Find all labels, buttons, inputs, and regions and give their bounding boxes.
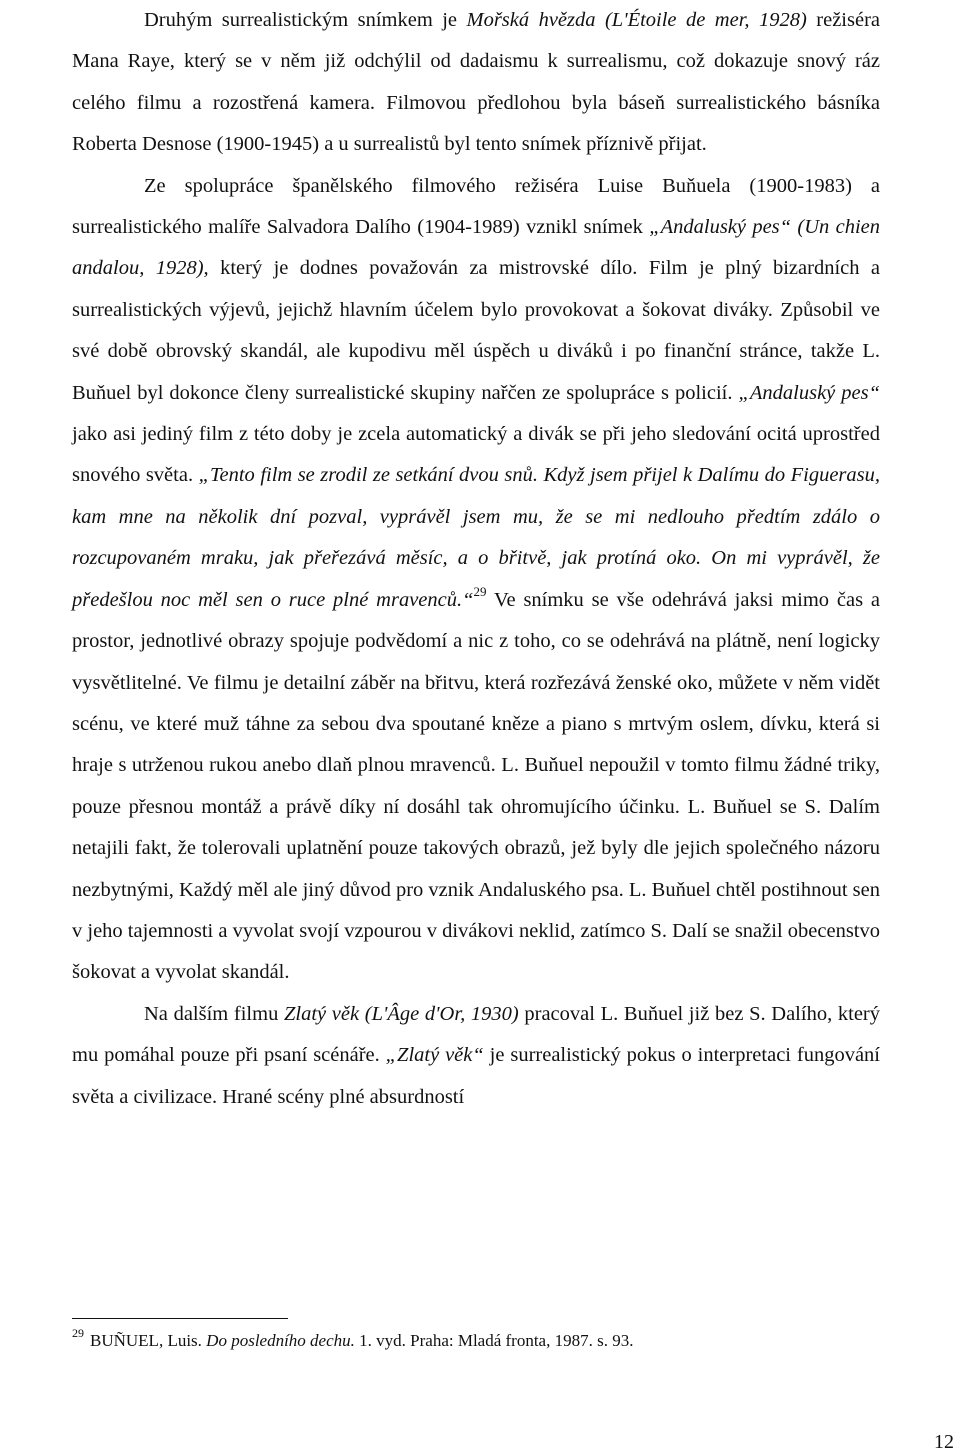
text-run: Ze spolupráce španělského filmového režiséra Luise Buňuela (1900-1983) a surrealistického malíře Salvadora Dalího (1904-1989) vznikl snímek [72,174,880,239]
text-run: je surrealistický pokus o interpretaci fungování světa a civilizace. Hrané scény plné absurdností [72,1044,880,1108]
film-title-italic: „Andaluský pes“ (Un chien andalou, 1928), [72,216,881,280]
footnote [72,1326,880,1352]
body-text [72,0,880,1118]
film-title-italic: Mořská hvězda (L'Étoile de mer, 1928) [466,9,807,31]
text-run: Na dalším filmu [144,1002,284,1025]
footnote-publication: 1. vyd. Praha: Mladá fronta, 1987. s. 93. [359,1331,634,1350]
paragraph-zlaty-vek [72,994,880,1118]
paragraph-andalusky-pes [72,166,880,994]
text-run: Druhým surrealistickým snímkem je [144,9,467,31]
footnote-author: BUÑUEL, Luis. [90,1331,202,1350]
film-title-italic: „Zlatý věk“ [385,1044,484,1067]
paragraph-man-ray [72,0,880,166]
quotation-italic: „Tento film se zrodil ze setkání dvou snů. Když jsem přijel k Dalímu do Figuerasu, kam mne na několik dní pozval, vyprávěl jsem mu, že se mi nedlouho předtím zdálo o rozcupovaném mraku, jak přeřezává měsíc, a o břitvě, jak protíná oko. On mi vyprávěl, že předešlou noc měl sen o ruce plné mravenců.“ [72,464,880,611]
film-title-italic: „Andaluský pes“ [738,381,880,404]
text-run: který je dodnes považován za mistrovské dílo. Film je plný bizardních a surrealistických výjevů, jejichž hlavním účelem bylo provokovat a šokovat diváky. Způsobil ve své době obrovský skandál, ale kupodivu měl úspěch u diváků i po finanční stránce, takže L. Buňuel byl dokonce členy surrealistické skupiny nařčen ze spolupráce s policií. [72,257,880,404]
film-title-italic: Zlatý věk (L'Âge d'Or, 1930) [284,1002,519,1025]
document-page [72,0,954,1453]
footnote-book-title: Do posledního dechu. [206,1331,355,1350]
page-number: 12 [934,1431,954,1453]
footnote-reference: 29 [473,583,487,599]
text-run: režiséra Mana Raye, který se v něm již odchýlil od dadaismu k surrealismu, což dokazuje snový ráz celého filmu a rozostřená kamera. Filmovou předlohou byla báseň surrealistického básníka Roberta Desnose (1900-1945) a u surrealistů byl tento snímek příznivě přijat. [72,9,880,156]
footnote-number: 29 [72,1326,84,1341]
text-run: Ve snímku se vše odehrává jaksi mimo čas a prostor, jednotlivé obrazy spojuje podvědomí a nic z toho, co se odehrává na plátně, není logicky vysvětlitelné. Ve filmu je detailní záběr na břitvu, která rozřezává ženské oko, můžete v něm vidět scénu, ve které muž táhne za sebou dva spoutané kněze a piano s mrtvým oslem, dívku, která si hraje s utrženou rukou anebo dlaň plnou mravenců. L. Buňuel nepoužil v tomto filmu žádné triky, pouze přesnou montáž a právě díky ní dosáhl tak ohromujícího účinku. L. Buňuel se S. Dalím netajili fakt, že tolerovali uplatnění pouze takových obrazů, jež byly dle jejich společného názoru nezbytnými, Každý měl ale jiný důvod pro vznik Andaluského psa. L. Buňuel chtěl postihnout sen v jeho tajemnosti a vyvolat svojí vzpourou v divákovi neklid, zatímco S. Dalí se snažil obecenstvo šokovat a vyvolat skandál. [72,588,880,984]
text-run: pracoval L. Buňuel již bez S. Dalího, který mu pomáhal pouze při psaní scénáře. [72,1002,880,1067]
footnote-separator [72,1318,288,1319]
text-run: jako asi jediný film z této doby je zcela automatický a divák se při jeho sledování ocitá uprostřed snového světa. [72,423,880,487]
